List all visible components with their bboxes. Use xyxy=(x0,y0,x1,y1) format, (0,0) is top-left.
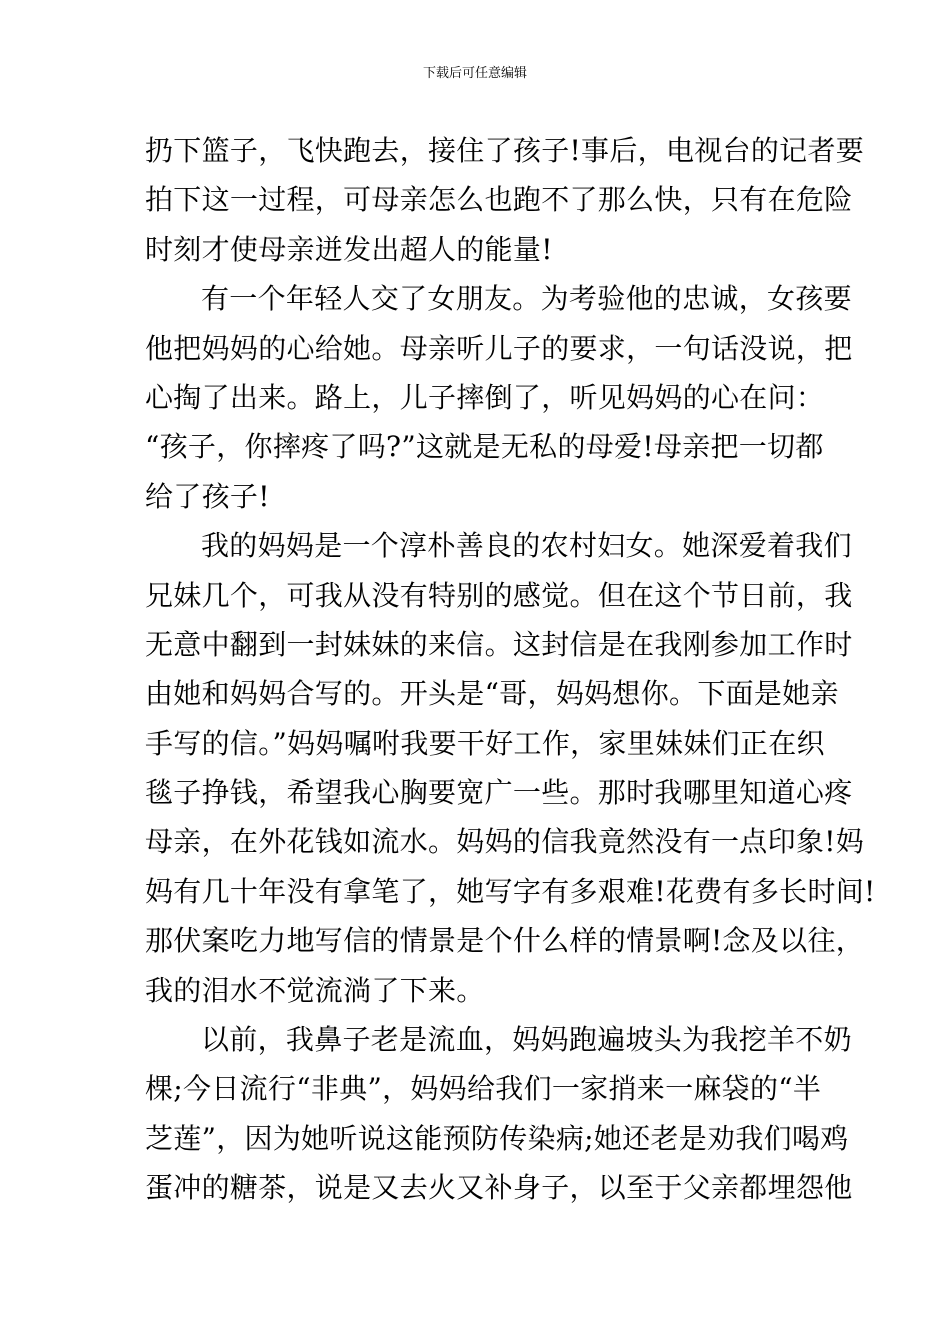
text-line: 蛋冲的糖茶，说是又去火又补身子，以至于父亲都埋怨他 xyxy=(145,1171,853,1205)
editable-download-note: 下载后可任意编辑 xyxy=(422,66,527,81)
paragraph-start-line: 我的妈妈是一个淳朴善良的农村妇女。她深爱着我们 xyxy=(201,529,852,563)
text-line: 他把妈妈的心给她。母亲听儿子的要求，一句话没说，把 xyxy=(145,331,853,365)
text-line: 棵;今日流行“非典”，妈妈给我们一家捎来一麻袋的“半 xyxy=(145,1072,822,1106)
text-line: 母亲，在外花钱如流水。妈妈的信我竟然没有一点印象!妈 xyxy=(145,825,865,859)
text-line: 无意中翻到一封妹妹的来信。这封信是在我刚参加工作时 xyxy=(145,627,853,661)
text-line: 兄妹几个，可我从没有特别的感觉。但在这个节日前，我 xyxy=(145,578,853,612)
paragraph-start-line: 有一个年轻人交了女朋友。为考验他的忠诚，女孩要 xyxy=(201,282,852,316)
text-line: 拍下这一过程，可母亲怎么也跑不了那么快，只有在危险 xyxy=(145,183,853,217)
text-line: 芝莲”，因为她听说这能预防传染病;她还老是劝我们喝鸡 xyxy=(145,1121,849,1155)
paragraph-start-line: 以前，我鼻子老是流血，妈妈跑遍坡头为我挖羊不奶 xyxy=(201,1023,852,1057)
text-line: 我的泪水不觉流淌了下来。 xyxy=(145,973,485,1007)
text-line: 毯子挣钱，希望我心胸要宽广一些。那时我哪里知道心疼 xyxy=(145,776,853,810)
text-line: 妈有几十年没有拿笔了，她写字有多艰难!花费有多长时间! xyxy=(145,874,876,908)
text-line: 时刻才使母亲迸发出超人的能量! xyxy=(145,232,553,266)
text-line: 扔下篮子，飞快跑去，接住了孩子!事后，电视台的记者要 xyxy=(145,134,865,167)
text-line: 手写的信。”妈妈嘱咐我要干好工作，家里妹妹们正在织 xyxy=(145,726,825,760)
text-line: 由她和妈妈合写的。开头是“哥，妈妈想你。下面是她亲 xyxy=(145,677,839,711)
document-body xyxy=(145,126,876,1213)
text-line: “孩子，你摔疼了吗?”这就是无私的母爱!母亲把一切都 xyxy=(145,430,824,464)
text-line: 给了孩子! xyxy=(145,479,270,513)
text-line: 那伏案吃力地写信的情景是个什么样的情景啊!念及以往， xyxy=(145,924,865,958)
text-line: 心掏了出来。路上，儿子摔倒了，听见妈妈的心在问： xyxy=(145,380,825,414)
